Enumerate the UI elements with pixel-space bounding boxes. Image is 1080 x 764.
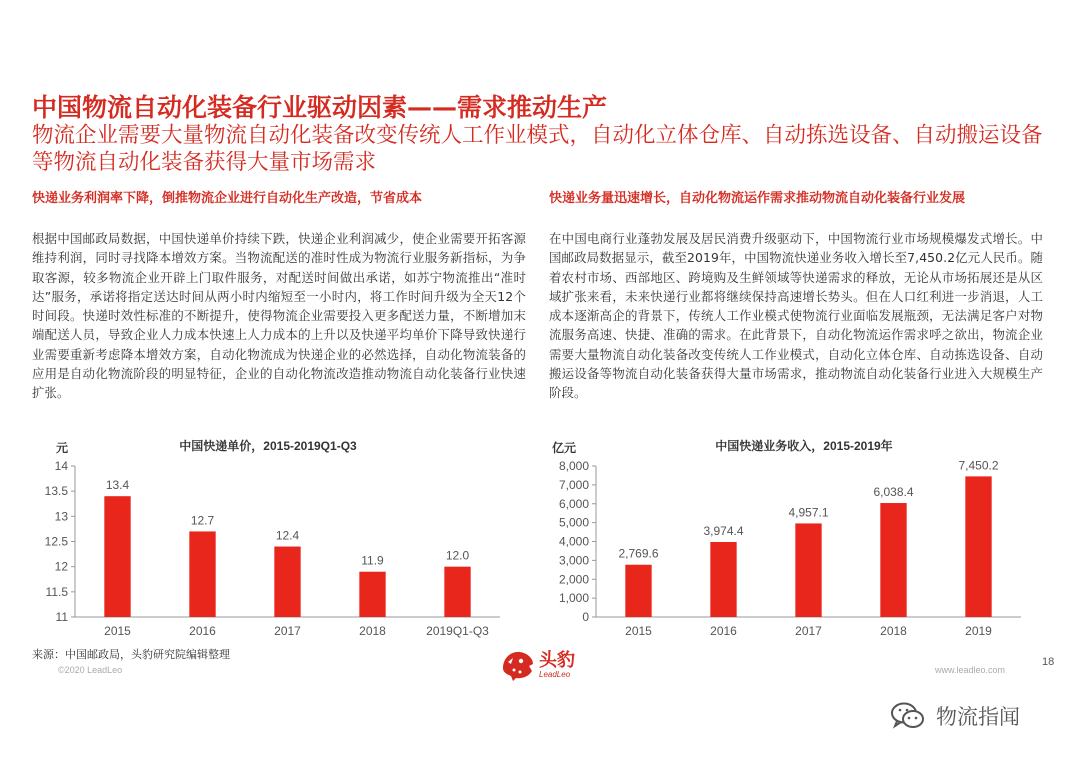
bar xyxy=(189,531,215,617)
y-tick-label: 12.5 xyxy=(44,534,68,549)
chart-express-unit-price xyxy=(30,436,530,646)
y-tick-label: 6,000 xyxy=(558,496,589,511)
x-tick-label: 2017 xyxy=(274,624,301,638)
x-tick-label: 2015 xyxy=(625,624,652,638)
y-tick-label: 5,000 xyxy=(558,515,589,530)
y-tick-label: 14 xyxy=(54,459,68,473)
wechat-watermark xyxy=(890,698,1020,734)
x-tick-label: 2018 xyxy=(880,624,907,638)
left-section-body: 根据中国邮政局数据，中国快递单价持续下跌，快递企业利润减少，使企业需要开拓客源维持利润，同时寻找降本增效方案。当物流配送的准时性成为物流行业服务新指标，为争取客源，较多物流企业开辟上门取件服务，对配送时间做出承诺，如苏宁物流推出“准时达”服务，承诺将指定送达时间从两小时内缩短至一小时内，将工作时间升级为全天12个时间段。快递时效性标准的不断提升，使得物流企业需要投入更多配送力量，不断增加末端配送人员，导致企业人力成本快速上人力成本的上升以及快递平均单价下降导致快递行业需要重新考虑降本增效方案，自动化物流成为快递企业的必然选择，自动化物流装备的应用是自动化物流阶段的明显特征，企业的自动化物流改造推动物流自动化装备行业快速扩张。 xyxy=(32,231,526,401)
bar xyxy=(444,567,470,617)
leopard-head-icon xyxy=(499,646,537,684)
page-number: 18 xyxy=(1042,656,1055,668)
data-label: 11.9 xyxy=(361,553,384,568)
bar xyxy=(710,542,736,617)
bar xyxy=(359,572,385,617)
logo-subtext: LeadLeo xyxy=(539,670,571,679)
copyright: ©2020 LeadLeo xyxy=(58,665,123,675)
bar xyxy=(104,496,130,617)
data-label: 3,974.4 xyxy=(703,523,744,538)
page-title: 中国物流自动化装备行业驱动因素——需求推动生产 xyxy=(32,93,608,122)
chart-express-revenue xyxy=(546,436,1046,646)
bar xyxy=(880,503,906,617)
page-subtitle: 物流企业需要大量物流自动化装备改变传统人工作业模式，自动化立体仓库、自动拣选设备、自动搬运设备等物流自动化装备获得大量市场需求 xyxy=(32,123,1043,175)
y-tick-label: 0 xyxy=(582,610,589,624)
data-label: 4,957.1 xyxy=(788,505,829,520)
wechat-icon xyxy=(890,701,926,731)
data-label: 12.4 xyxy=(275,528,300,543)
data-label: 7,450.2 xyxy=(958,458,999,473)
bar xyxy=(795,523,821,617)
website-link[interactable]: www.leadleo.com xyxy=(935,665,1006,675)
x-tick-label: 2017 xyxy=(795,624,822,638)
y-tick-label: 12 xyxy=(54,559,68,574)
data-label: 12.0 xyxy=(445,548,470,563)
source-note: 来源：中国邮政局，头豹研究院编辑整理 xyxy=(32,648,230,661)
data-label: 6,038.4 xyxy=(873,485,914,500)
y-tick-label: 1,000 xyxy=(558,591,589,606)
x-tick-label: 2018 xyxy=(359,624,386,638)
y-axis-label: 亿元 xyxy=(552,441,577,455)
logo-name: 头豹 xyxy=(539,650,575,671)
x-tick-label: 2019Q1-Q3 xyxy=(426,624,489,638)
data-label: 12.7 xyxy=(190,513,215,528)
y-tick-label: 11.5 xyxy=(45,584,68,599)
y-axis-label: 元 xyxy=(56,441,69,455)
x-tick-label: 2019 xyxy=(965,624,992,638)
y-tick-label: 13.5 xyxy=(44,484,68,499)
x-tick-label: 2015 xyxy=(104,624,131,638)
y-tick-label: 11 xyxy=(55,610,68,624)
chart-title: 中国快递业务收入，2015-2019年 xyxy=(715,439,893,453)
x-tick-label: 2016 xyxy=(189,624,216,638)
y-tick-label: 13 xyxy=(54,509,68,524)
wechat-account-name: 物流指闻 xyxy=(936,705,1020,729)
x-tick-label: 2016 xyxy=(710,624,737,638)
bar xyxy=(625,565,651,617)
right-section-body: 在中国电商行业蓬勃发展及居民消费升级驱动下，中国物流行业市场规模爆发式增长。中国邮政局数据显示，截至2019年，中国物流快递业务收入增长至7,450.2亿元人民币。随着农村市场、西部地区、跨境购及生鲜领域等快递需求的释放，无论从市场拓展还是从区域扩张来看，未来快递行业都将继续保持高速增长势头。但在人口红利进一步消退，人工成本逐渐高企的背景下，传统人工作业模式使物流行业面临发展瓶颈，无法满足客户对物流服务高速、快捷、准确的需求。在此背景下，自动化物流运作需求呼之欲出，物流企业需要大量物流自动化装备改变传统人工作业模式，自动化立体仓库、自动拣选设备、自动搬运设备等物流自动化装备获得大量市场需求，推动物流自动化装备行业进入大规模生产阶段。 xyxy=(549,231,1043,401)
y-tick-label: 3,000 xyxy=(558,553,589,568)
y-tick-label: 2,000 xyxy=(558,572,589,587)
data-label: 13.4 xyxy=(105,478,130,493)
bar xyxy=(965,476,991,617)
data-label: 2,769.6 xyxy=(618,546,659,561)
right-section-heading: 快递业务量迅速增长，自动化物流运作需求推动物流自动化装备行业发展 xyxy=(549,191,966,206)
leadleo-logo xyxy=(499,645,599,685)
y-tick-label: 7,000 xyxy=(558,477,589,492)
chart-title: 中国快递单价，2015-2019Q1-Q3 xyxy=(179,439,357,453)
bar xyxy=(274,547,300,617)
y-tick-label: 8,000 xyxy=(558,459,589,473)
y-tick-label: 4,000 xyxy=(558,534,589,549)
left-section-heading: 快递业务利润率下降，倒推物流企业进行自动化生产改造，节省成本 xyxy=(32,191,423,206)
